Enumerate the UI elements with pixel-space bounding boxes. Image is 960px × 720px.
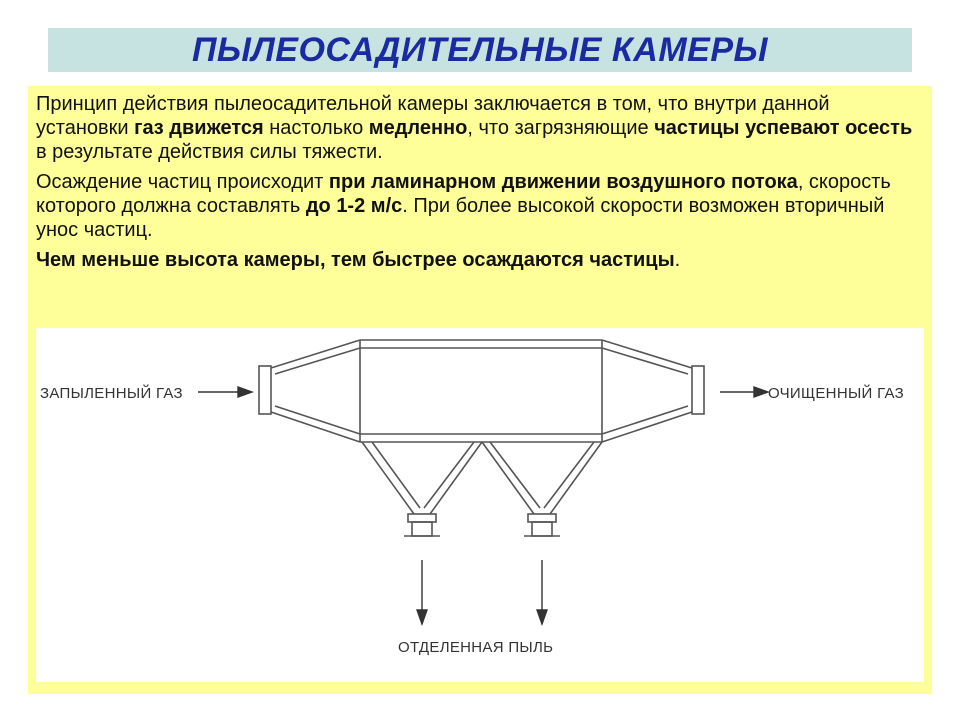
title-bar — [48, 28, 912, 72]
discharge-outlet-right — [532, 522, 552, 536]
outlet-confuser-inner — [602, 348, 688, 434]
paragraph-laminar-flow — [36, 170, 922, 242]
inlet-flange — [259, 366, 271, 414]
inlet-label: ЗАПЫЛЕННЫЙ ГАЗ — [40, 385, 183, 402]
settling-chamber-diagram — [36, 328, 924, 682]
text-run: Осаждение частиц происходит — [36, 171, 329, 193]
dust-label: ОТДЕЛЕННАЯ ПЫЛЬ — [398, 639, 554, 656]
inlet-arrow-head — [238, 387, 252, 397]
inlet-diffuser-outer — [271, 340, 360, 442]
outlet-label: ОЧИЩЕННЫЙ ГАЗ — [768, 385, 904, 402]
hopper-left-outer-wall — [362, 442, 420, 514]
discharge-flange-left — [408, 514, 436, 522]
dust-arrow-left-head — [417, 610, 427, 624]
bold-text-run: медленно — [368, 117, 468, 139]
outlet-flange — [692, 366, 704, 414]
outlet-confuser-outer — [602, 340, 692, 442]
bold-text-run: при ламинарном движении воздушного потока — [328, 171, 798, 193]
discharge-outlet-left — [412, 522, 432, 536]
hopper-left-inner-wall — [424, 442, 482, 514]
hopper-right-outer-wall — [544, 442, 602, 514]
slide-title: ПЫЛЕОСАДИТЕЛЬНЫЕ КАМЕРЫ — [191, 30, 769, 69]
text-run: . При более высокой скорости возможен вторичный унос частиц. — [36, 195, 885, 241]
text-run: в результате действия силы тяжести. — [36, 141, 383, 163]
bold-text-run: газ движется — [134, 117, 264, 139]
hopper-right-inner-wall — [482, 442, 540, 514]
discharge-flange-right — [528, 514, 556, 522]
text-run: . — [674, 249, 681, 271]
dust-arrow-right-head — [537, 610, 547, 624]
text-run: Принцип действия пылеосадительной камеры заключается в том, что внутри данной установки — [36, 93, 830, 139]
bold-text-run: Чем меньше высота камеры, тем быстрее осаждаются частицы — [36, 249, 675, 271]
paragraph-chamber-height — [36, 248, 922, 272]
chamber-drawing — [36, 328, 924, 682]
outlet-arrow-head — [754, 387, 768, 397]
paragraph-principle — [36, 92, 922, 164]
inlet-diffuser-inner — [275, 348, 360, 434]
bold-text-run: до 1-2 м/с — [305, 195, 403, 217]
text-run: , что загрязняющие — [467, 117, 655, 139]
text-run: настолько — [263, 117, 369, 139]
chamber-bottom-wall — [360, 434, 602, 442]
chamber-top-wall — [360, 340, 602, 348]
text-block — [36, 92, 922, 278]
text-run: , скорость которого должна составлять — [36, 171, 891, 217]
bold-text-run: частицы успевают осесть — [654, 117, 913, 139]
